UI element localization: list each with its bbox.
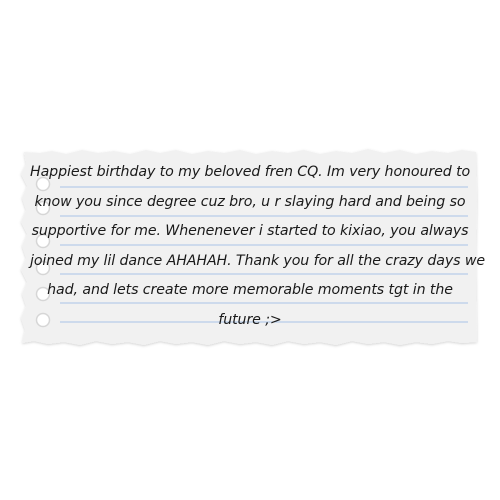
- message-line: joined my lil dance AHAHAH. Thank you for all the crazy days we: [30, 252, 485, 269]
- message-line: Happiest birthday to my beloved fren CQ. Im very honoured to: [30, 164, 471, 180]
- message-line: future ;>: [218, 311, 282, 328]
- message-line: supportive for me. Whenenever i started to kixiao, you always: [31, 223, 469, 239]
- handwritten-message: [30, 158, 485, 335]
- message-line: had, and lets create more memorable moments tgt in the: [47, 282, 453, 298]
- message-line: know you since degree cuz bro, u r slaying hard and being so: [34, 193, 466, 210]
